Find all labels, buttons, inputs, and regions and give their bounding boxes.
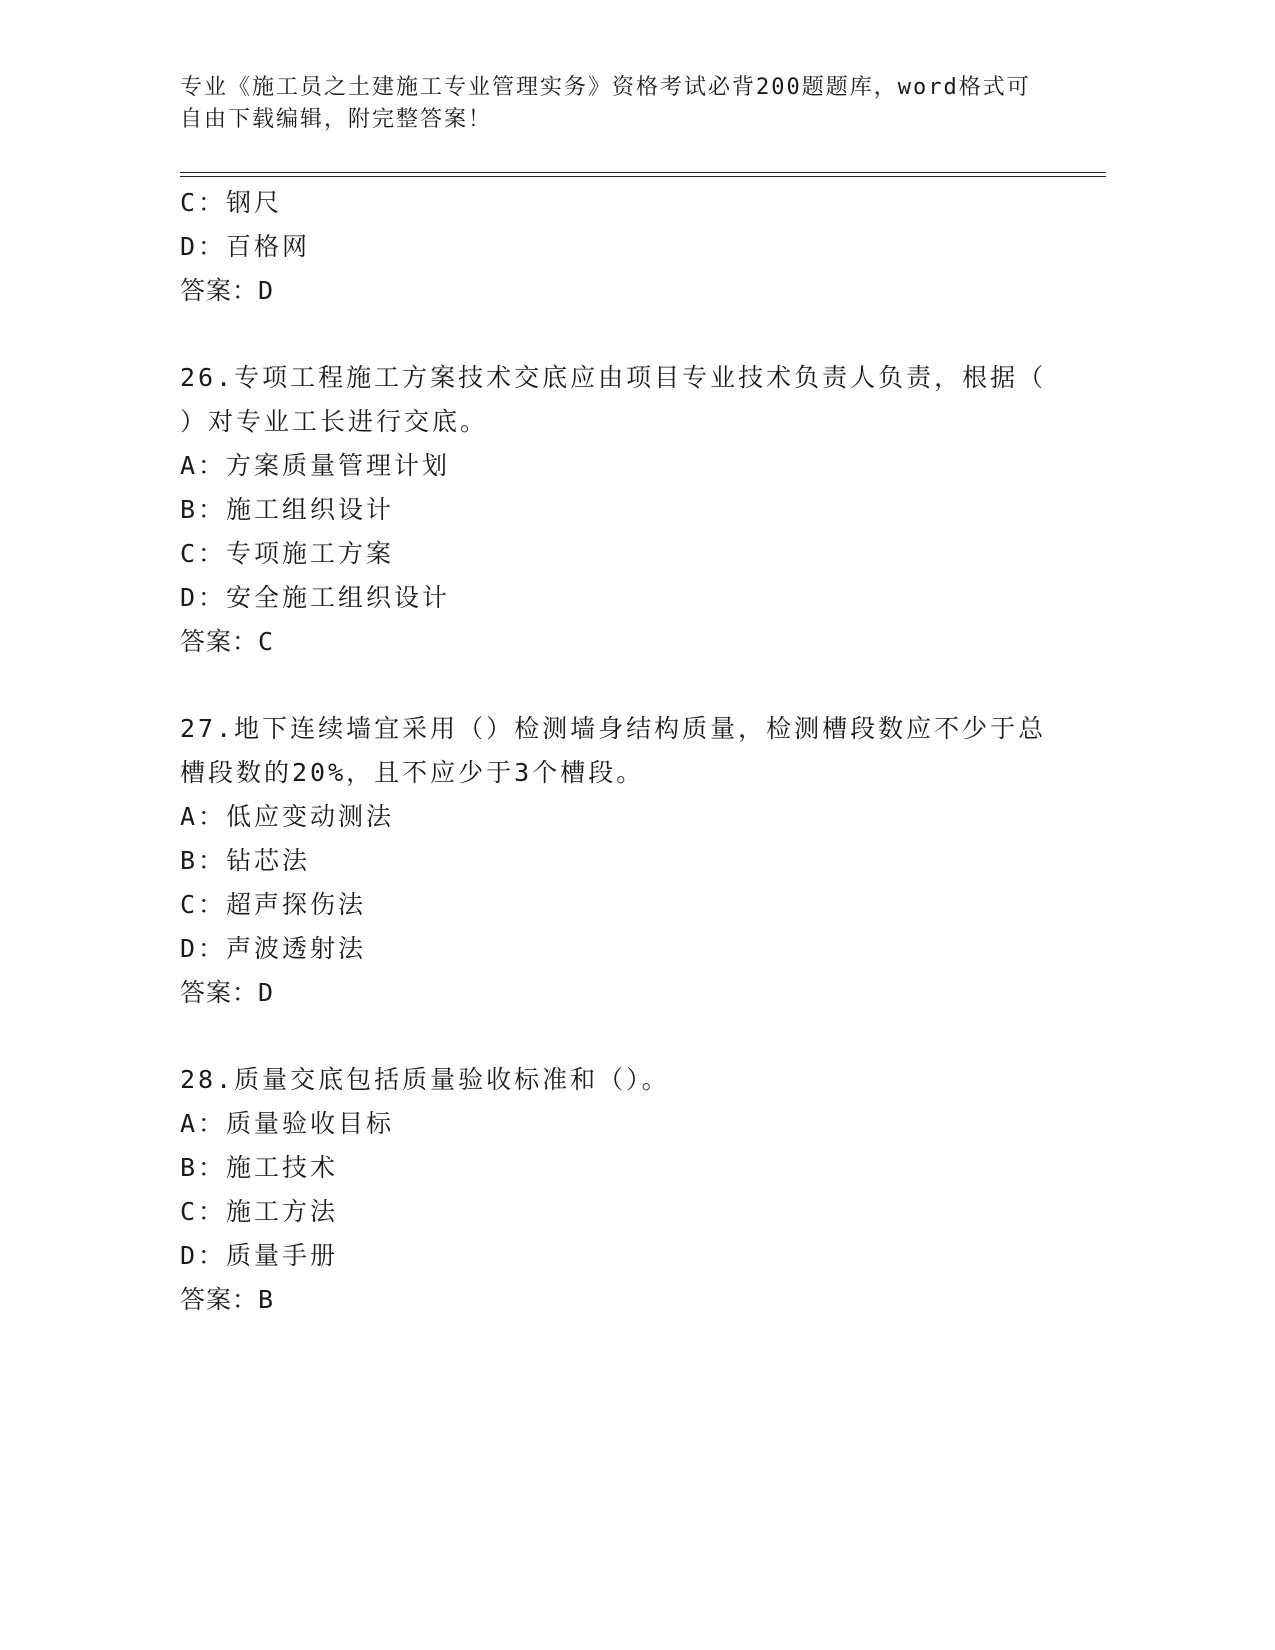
question-content xyxy=(180,181,1047,1322)
option-b: B：施工技术 xyxy=(180,1153,339,1182)
document-header xyxy=(180,72,1040,136)
header-title-line-1: 专业《施工员之土建施工专业管理实务》资格考试必背200题题库，word格式可 xyxy=(180,75,1031,100)
answer-line: 答案：B xyxy=(180,1285,275,1314)
option-c: C：钢尺 xyxy=(180,188,283,217)
question-stem-line-1: 28.质量交底包括质量验收标准和（）。 xyxy=(180,1065,670,1094)
option-c: C：超声探伤法 xyxy=(180,890,367,919)
question-stem-line-2: 槽段数的20%，且不应少于3个槽段。 xyxy=(180,758,645,787)
option-b: B：施工组织设计 xyxy=(180,495,395,524)
question-26 xyxy=(180,356,1047,664)
option-d: D：声波透射法 xyxy=(180,934,367,963)
option-a: A：质量验收目标 xyxy=(180,1109,395,1138)
question-stem-line-1: 27.地下连续墙宜采用（）检测墙身结构质量，检测槽段数应不少于总 xyxy=(180,714,1047,743)
option-d: D：安全施工组织设计 xyxy=(180,583,451,612)
option-c: C：施工方法 xyxy=(180,1197,339,1226)
question-25-tail xyxy=(180,181,1040,313)
option-c: C：专项施工方案 xyxy=(180,539,395,568)
option-d: D：百格网 xyxy=(180,232,311,261)
question-27 xyxy=(180,707,1047,1015)
option-d: D：质量手册 xyxy=(180,1241,339,1270)
question-28 xyxy=(180,1058,1040,1322)
question-stem-line-2: ）对专业工长进行交底。 xyxy=(180,407,489,436)
option-a: A：方案质量管理计划 xyxy=(180,451,451,480)
option-b: B：钻芯法 xyxy=(180,846,311,875)
header-double-rule xyxy=(180,172,1106,177)
answer-line: 答案：D xyxy=(180,978,275,1007)
question-stem-line-1: 26.专项工程施工方案技术交底应由项目专业技术负责人负责，根据（ xyxy=(180,363,1047,392)
answer-line: 答案：C xyxy=(180,627,275,656)
answer-line: 答案：D xyxy=(180,276,275,305)
option-a: A：低应变动测法 xyxy=(180,802,395,831)
header-title-line-2: 自由下载编辑，附完整答案！ xyxy=(180,107,493,132)
